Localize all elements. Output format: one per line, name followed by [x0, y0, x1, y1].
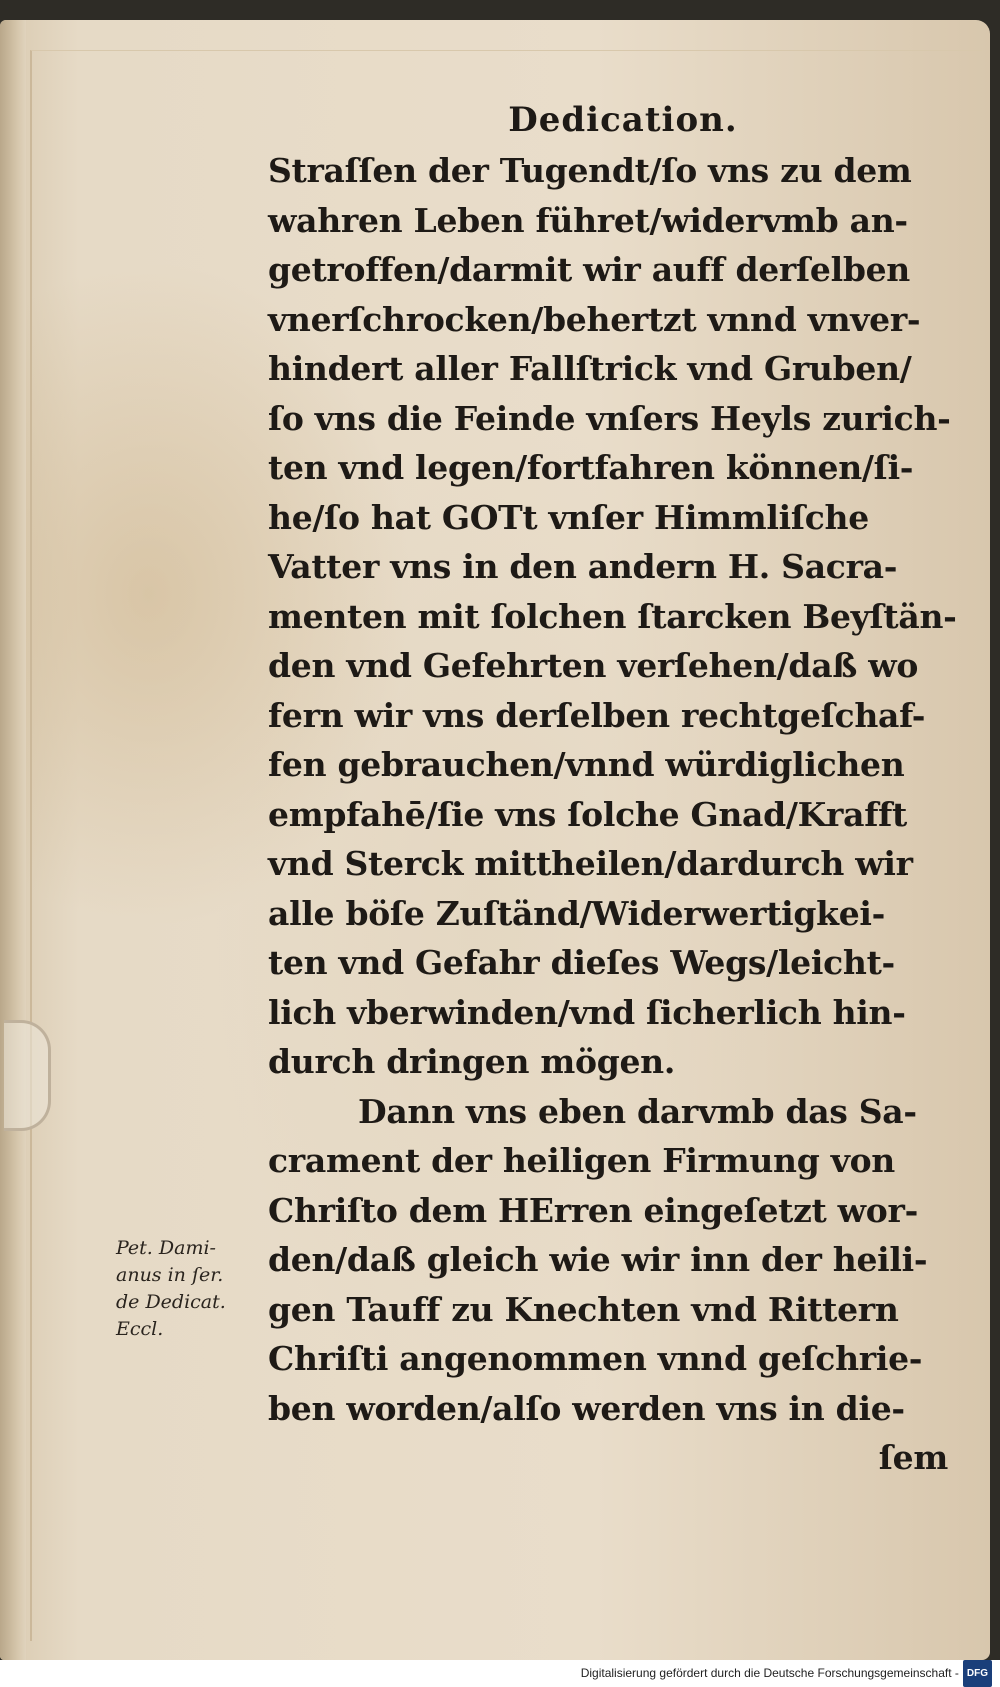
- text-line: vnerſchrocken/behertzt vnnd vnver-: [268, 299, 921, 339]
- text-line: durch dringen mögen.: [268, 1042, 676, 1081]
- binding-edge: [0, 20, 26, 1660]
- marginal-note: [116, 1235, 266, 1343]
- text-line: fen gebrauchen/vnnd würdiglichen: [268, 745, 905, 784]
- text-line: alle böſe Zuſtänd/Widerwertigkei-: [268, 893, 886, 933]
- marginal-note-line: anus in ſer.: [116, 1264, 224, 1286]
- text-line: ſo vns die Feinde vnſers Heyls zurich-: [268, 398, 951, 438]
- text-line: den/daß gleich wie wir inn der heili-: [268, 1240, 928, 1279]
- text-line: Chriſti angenommen vnnd geſchrie-: [268, 1339, 923, 1378]
- text-line: lich vberwinden/vnd ſicherlich hin-: [268, 992, 906, 1032]
- marginal-note-line: Pet. Dami-: [116, 1237, 216, 1259]
- text-line: hindert aller Fallſtrick vnd Gruben/: [268, 349, 912, 388]
- text-line: Straſſen der Tugendt/ſo vns zu dem: [268, 151, 912, 190]
- text-line: ten vnd legen/fortfahren können/ſi-: [268, 448, 914, 487]
- marginal-note-line: Eccl.: [116, 1318, 164, 1340]
- text-line: ben worden/alſo werden vns in die-: [268, 1388, 905, 1428]
- text-line: gen Tauff zu Knechten vnd Rittern: [268, 1289, 899, 1329]
- funding-footer: [0, 1660, 1000, 1685]
- footer-text: Digitalisierung gefördert durch die Deutsche Forschungsgemeinschaft -: [580, 1665, 959, 1680]
- page-clip: [4, 1020, 51, 1131]
- body-text: [268, 100, 957, 1483]
- text-line: fern wir vns derſelben rechtgeſchaf-: [268, 695, 926, 735]
- catchword: ſem: [878, 1438, 948, 1477]
- text-line: menten mit ſolchen ſtarcken Beyſtän-: [268, 596, 957, 636]
- text-line: he/ſo hat GOTt vnſer Himmliſche: [268, 497, 869, 537]
- marginal-note-line: de Dedicat.: [116, 1291, 226, 1313]
- text-line: den vnd Gefehrten verſehen/daß wo: [268, 646, 919, 685]
- text-line: crament der heiligen Firmung von: [268, 1141, 895, 1180]
- text-line: ten vnd Gefahr dieſes Wegs/leicht-: [268, 943, 895, 982]
- text-line: vnd Sterck mittheilen/dardurch wir: [268, 844, 913, 883]
- text-line: Dann vns eben darvmb das Sa-: [358, 1091, 917, 1131]
- dfg-logo: DFG: [963, 1660, 992, 1687]
- text-line: empfahē/ſie vns ſolche Gnad/Krafft: [268, 794, 907, 834]
- text-line: wahren Leben führet/widervmb an-: [268, 200, 908, 240]
- running-head: Dedication.: [508, 100, 738, 140]
- text-line: Chriſto dem HErren eingeſetzt wor-: [268, 1190, 918, 1230]
- book-page: [0, 20, 990, 1660]
- text-line: getroffen/darmit wir auff derſelben: [268, 250, 910, 289]
- text-line: Vatter vns in den andern H. Sacra-: [268, 547, 898, 586]
